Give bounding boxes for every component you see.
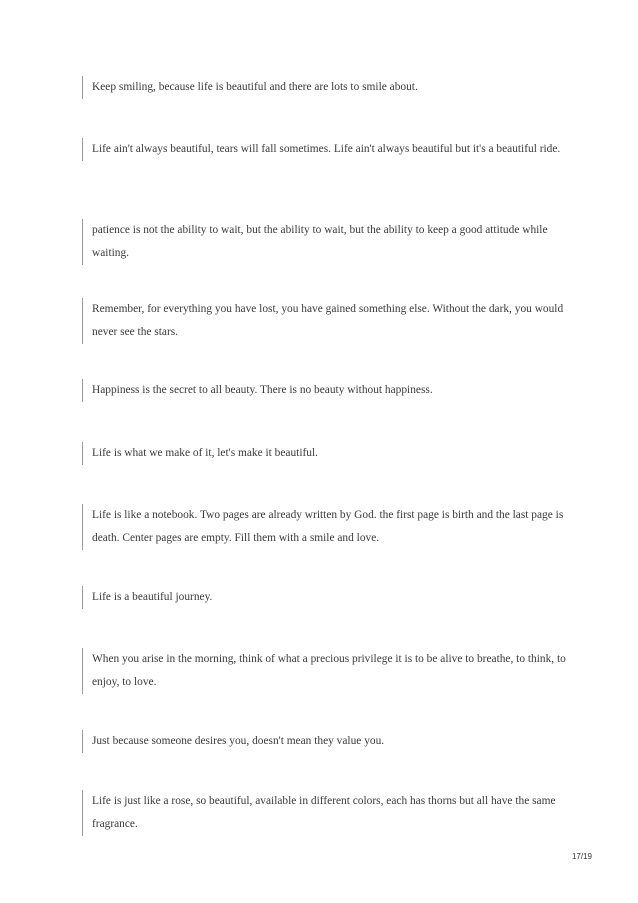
quote-text: Happiness is the secret to all beauty. There is no beauty without happiness. — [92, 384, 433, 396]
quote-text: Life is a beautiful journey. — [92, 591, 213, 603]
quote-text: Life is what we make of it, let's make it beautiful. — [92, 447, 318, 459]
quote-9 — [82, 648, 572, 694]
quote-8 — [82, 586, 572, 609]
quote-text: Life ain't always beautiful, tears will fall sometimes. Life ain't always beautiful but it's a beautiful ride. — [92, 143, 561, 155]
quote-text: Just because someone desires you, doesn't mean they value you. — [92, 735, 385, 747]
quote-text: Life is like a notebook. Two pages are already written by God. the first page is birth and the last page is death. Center pages are empty. Fill them with a smile and love. — [92, 509, 564, 544]
quote-text: patience is not the ability to wait, but the ability to wait, but the ability to keep a good attitude while waiting. — [92, 224, 548, 259]
quote-text: Remember, for everything you have lost, you have gained something else. Without the dark, you would never see the stars. — [92, 303, 564, 338]
quote-5 — [82, 379, 572, 402]
quote-3 — [82, 219, 572, 265]
quote-2 — [82, 138, 572, 161]
quote-4 — [82, 298, 572, 344]
quote-text: Keep smiling, because life is beautiful and there are lots to smile about. — [92, 81, 418, 93]
quote-6 — [82, 442, 572, 465]
quote-text: Life is just like a rose, so beautiful, available in different colors, each has thorns but all have the same fragrance. — [92, 795, 556, 830]
quote-7 — [82, 504, 572, 550]
quote-1 — [82, 76, 572, 99]
quote-10 — [82, 730, 572, 753]
quote-text: When you arise in the morning, think of what a precious privilege it is to be alive to breathe, to think, to enjoy, to love. — [92, 653, 566, 688]
page-number: 17/19 — [571, 852, 592, 861]
quote-11 — [82, 790, 572, 836]
